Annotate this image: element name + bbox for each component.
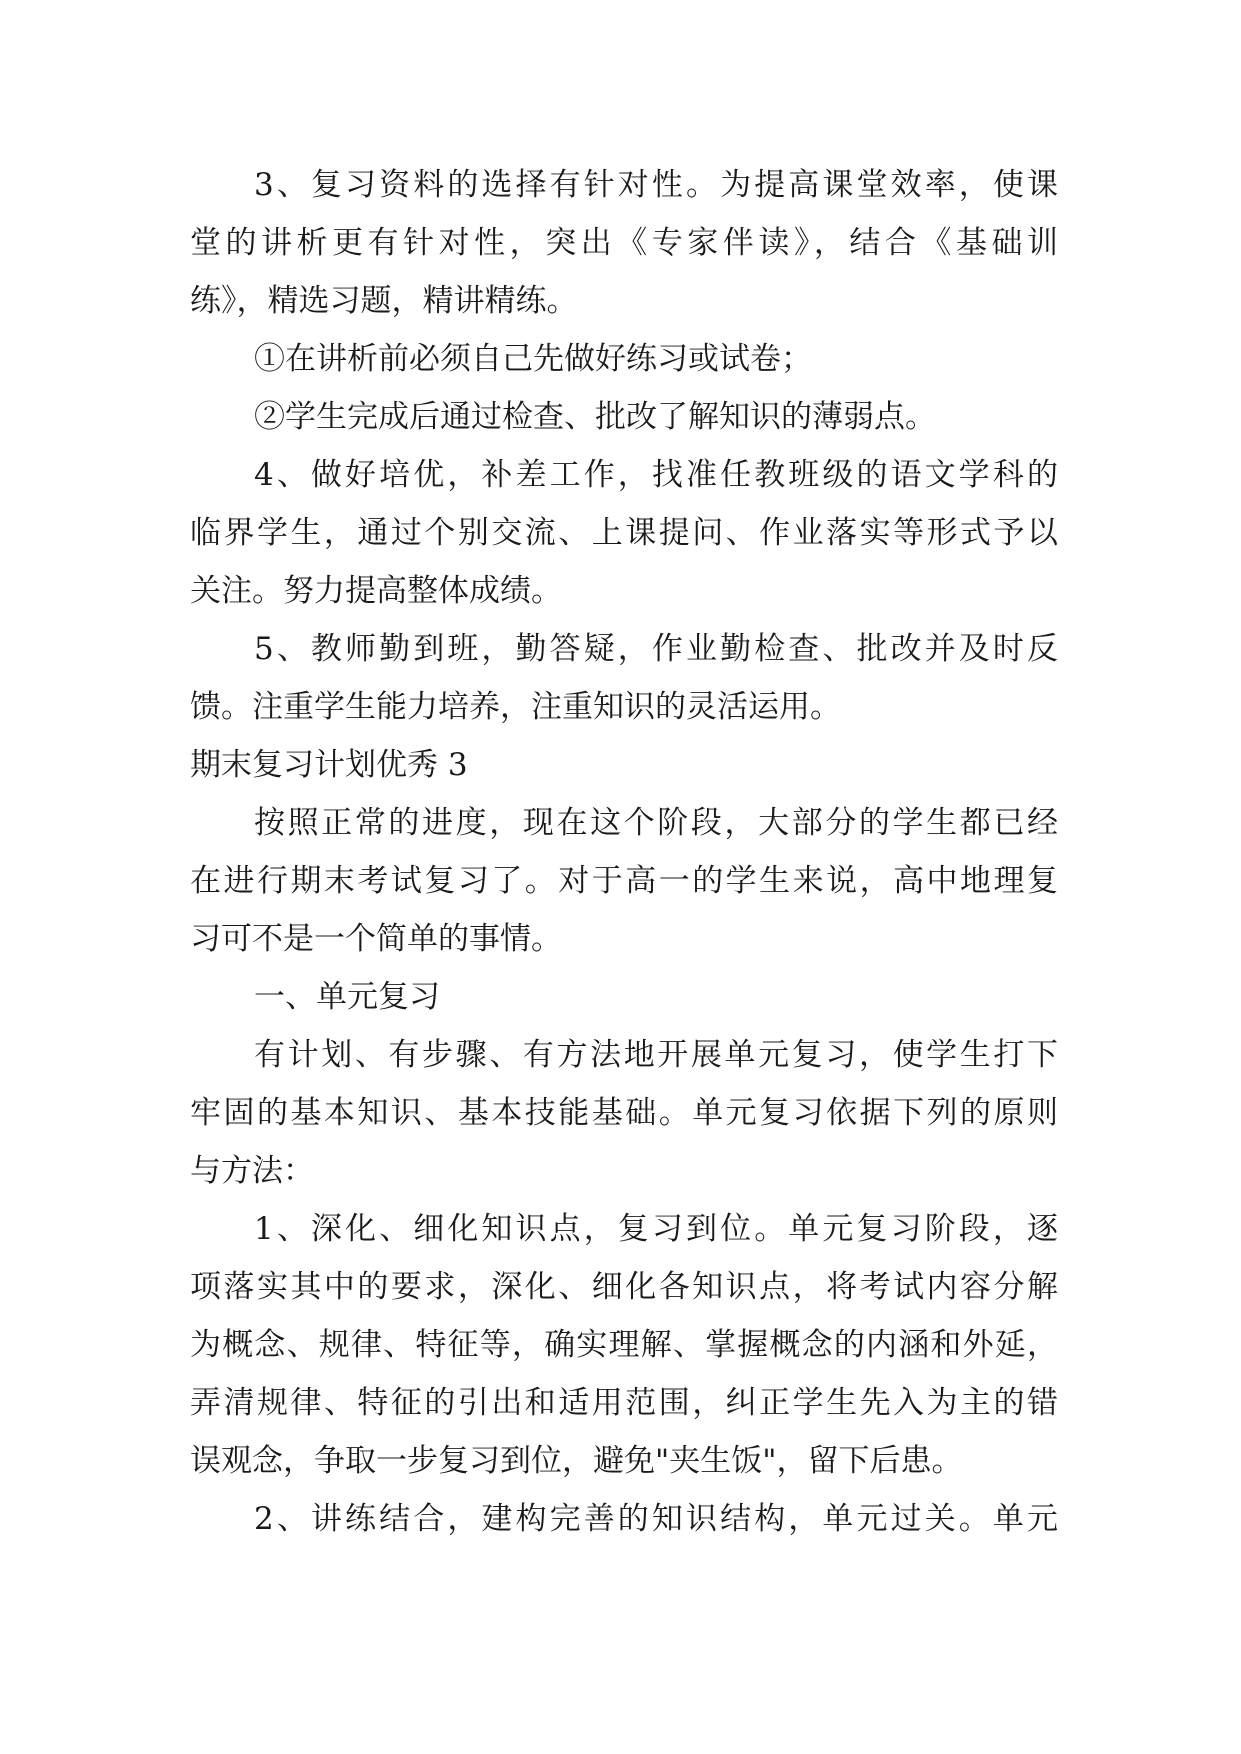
text-line: 馈。注重学生能力培养，注重知识的灵活运用。 bbox=[190, 689, 841, 725]
text-line: 习可不是一个简单的事情。 bbox=[190, 921, 562, 957]
text-line: 有计划、有步骤、有方法地开展单元复习，使学生打下 bbox=[254, 1037, 1058, 1073]
text-line: 练》，精选习题，精讲精练。 bbox=[190, 283, 578, 319]
text-line: 1、深化、细化知识点，复习到位。单元复习阶段，逐 bbox=[254, 1211, 1058, 1247]
text-line: 弄清规律、特征的引出和适用范围，纠正学生先入为主的错 bbox=[190, 1385, 1058, 1421]
text-line: ①在讲析前必须自己先做好练习或试卷； bbox=[254, 341, 812, 377]
text-line: 4、做好培优，补差工作，找准任教班级的语文学科的 bbox=[254, 457, 1058, 493]
text-line: 与方法： bbox=[190, 1153, 314, 1189]
text-line: 3、复习资料的选择有针对性。为提高课堂效率，使课 bbox=[254, 167, 1058, 203]
text-line: 牢固的基本知识、基本技能基础。单元复习依据下列的原则 bbox=[190, 1095, 1058, 1131]
text-line: 项落实其中的要求，深化、细化各知识点，将考试内容分解 bbox=[190, 1269, 1058, 1305]
text-line: 堂的讲析更有针对性，突出《专家伴读》，结合《基础训 bbox=[190, 225, 1058, 261]
text-line: ②学生完成后通过检查、批改了解知识的薄弱点。 bbox=[254, 399, 936, 435]
section-heading: 期末复习计划优秀 3 bbox=[190, 747, 468, 783]
text-line: 为概念、规律、特征等，确实理解、掌握概念的内涵和外延， bbox=[190, 1327, 1058, 1363]
subsection-heading: 一、单元复习 bbox=[254, 979, 440, 1015]
text-line: 在进行期末考试复习了。对于高一的学生来说，高中地理复 bbox=[190, 863, 1058, 899]
text-line: 误观念，争取一步复习到位，避免"夹生饭"，留下后患。 bbox=[190, 1443, 963, 1479]
text-line: 2、讲练结合，建构完善的知识结构，单元过关。单元 bbox=[254, 1501, 1058, 1537]
text-line: 临界学生，通过个别交流、上课提问、作业落实等形式予以 bbox=[190, 515, 1058, 551]
text-line: 5、教师勤到班，勤答疑，作业勤检查、批改并及时反 bbox=[254, 631, 1058, 667]
text-line: 关注。努力提高整体成绩。 bbox=[190, 573, 562, 609]
text-line: 按照正常的进度，现在这个阶段，大部分的学生都已经 bbox=[254, 805, 1058, 841]
